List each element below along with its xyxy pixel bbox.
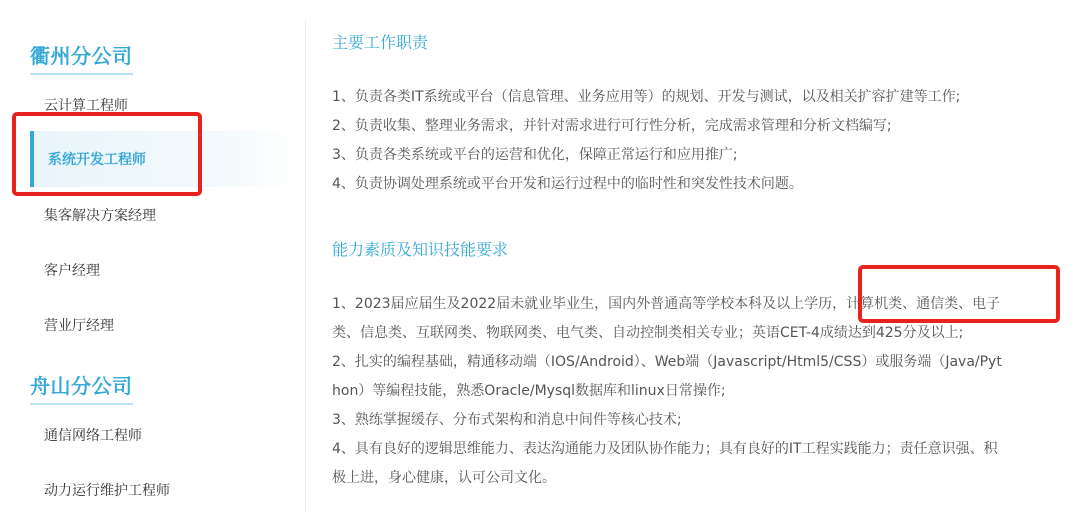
highlight-box-active-job <box>12 112 202 196</box>
sidebar-item-network-engineer[interactable]: 通信网络工程师 <box>44 428 142 444</box>
requirement-line: 1、2023届应届生及2022届未就业毕业生，国内外普通高等学校本科及以上学历，计算机类、通信类、电子 <box>332 296 1001 312</box>
duty-line: 3、负责各类系统或平台的运营和优化，保障正常运行和应用推广; <box>332 147 738 163</box>
requirement-line: hon）等编程技能，熟悉Oracle/Mysql数据库和linux日常操作; <box>332 383 726 399</box>
sidebar <box>0 0 305 513</box>
duty-line: 1、负责各类IT系统或平台（信息管理、业务应用等）的规划、开发与测试，以及相关扩容扩建等工作; <box>332 89 961 105</box>
requirement-line: 类、信息类、互联网类、物联网类、电气类、自动控制类相关专业；英语CET-4成绩达到425分及以上; <box>332 325 964 341</box>
sidebar-item-label: 系统开发工程师 <box>48 152 146 168</box>
requirement-line: 2、扎实的编程基础，精通移动端（IOS/Android）、Web端（Javascript/Html5/CSS）或服务端（Java/Pyt <box>332 354 1002 370</box>
company-heading-zhoushan <box>30 370 133 399</box>
sidebar-item-store-manager[interactable]: 营业厅经理 <box>44 318 114 334</box>
duty-line: 4、负责协调处理系统或平台开发和运行过程中的临时性和突发性技术问题。 <box>332 176 803 192</box>
company-name: 衢州分公司 <box>30 44 133 68</box>
sidebar-item-power-maintenance-engineer[interactable]: 动力运行维护工程师 <box>44 483 170 499</box>
requirement-line: 3、熟练掌握缓存、分布式架构和消息中间件等核心技术; <box>332 412 682 428</box>
requirement-line: 极上进，身心健康，认可公司文化。 <box>332 470 556 486</box>
requirement-line: 4、具有良好的逻辑思维能力、表达沟通能力及团队协作能力；具有良好的IT工程实践能力；责任意识强、积 <box>332 441 998 457</box>
duties-title: 主要工作职责 <box>332 33 429 52</box>
sidebar-divider <box>305 20 306 513</box>
requirements-title: 能力素质及知识技能要求 <box>332 240 509 259</box>
duty-line: 2、负责收集、整理业务需求，并针对需求进行可行性分析，完成需求管理和分析文档编写; <box>332 118 892 134</box>
company-underline <box>30 73 133 75</box>
sidebar-item-solution-manager[interactable]: 集客解决方案经理 <box>44 208 156 224</box>
company-heading-quzhou <box>30 40 133 69</box>
company-name: 舟山分公司 <box>30 374 133 398</box>
highlight-box-majors <box>858 265 1060 323</box>
company-underline <box>30 403 133 405</box>
sidebar-item-cloud-engineer[interactable]: 云计算工程师 <box>44 98 128 114</box>
sidebar-item-account-manager[interactable]: 客户经理 <box>44 263 100 279</box>
